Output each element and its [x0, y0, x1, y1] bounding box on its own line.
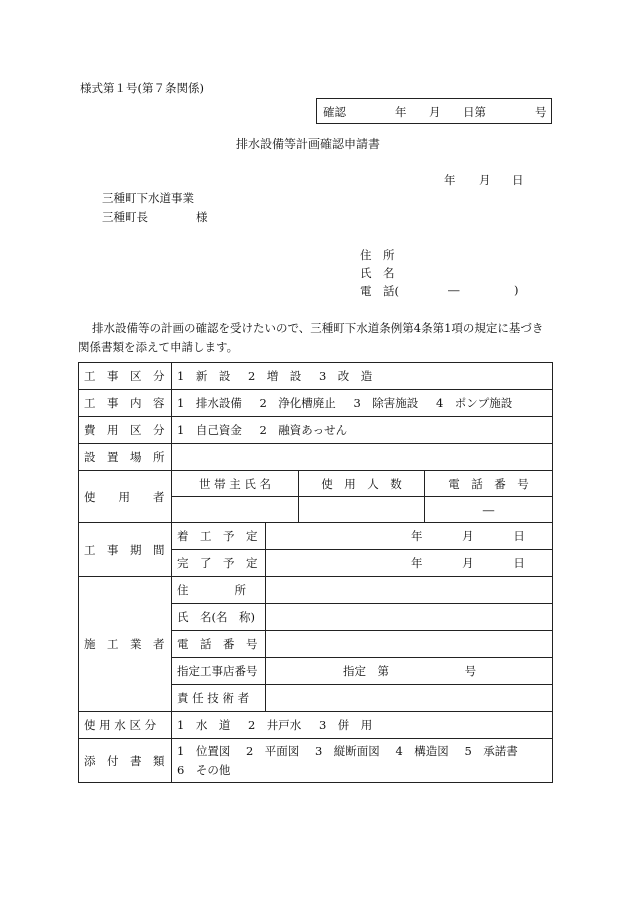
contractor-shop-no-field[interactable]	[266, 658, 553, 685]
user-count-field[interactable]	[299, 497, 425, 523]
contractor-phone-label: 電 話 番 号	[172, 631, 266, 658]
contractor-phone-field[interactable]	[266, 631, 553, 658]
cost-type-option-2: 2 融資あっせん	[259, 423, 348, 437]
applicant-phone-label: 電 話(	[360, 284, 399, 298]
work-content-option-4: 4 ポンプ施設	[435, 396, 513, 410]
attachment-option-1: 1 位置図	[177, 743, 231, 758]
work-content-options	[172, 390, 553, 417]
attachment-option-5: 5 承諾書	[464, 743, 518, 758]
addressee-org: 三種町下水道事業	[102, 191, 194, 205]
water-type-label: 使 用 水 区 分	[79, 712, 172, 739]
user-header-householder: 世 帯 主 氏 名	[172, 471, 299, 497]
date-day: 日	[512, 173, 524, 187]
user-phone-dash: ―	[482, 502, 495, 517]
work-type-options	[172, 363, 553, 390]
row-work-type	[79, 363, 553, 390]
confirm-label: 確認	[323, 105, 346, 119]
date-month: 月	[479, 173, 491, 187]
cost-type-option-1: 1 自己資金	[177, 423, 242, 437]
row-cost-type	[79, 417, 553, 444]
applicant-phone-dash: ―	[448, 283, 460, 297]
period-start-label: 着 工 予 定	[172, 523, 266, 550]
user-householder-field[interactable]	[172, 497, 299, 523]
confirm-month: 月	[429, 105, 441, 119]
row-user-header	[79, 471, 553, 497]
period-end-day: 日	[513, 556, 525, 570]
row-attachments	[79, 739, 553, 783]
shop-no-prefix: 指定 第	[343, 664, 389, 678]
contractor-name-label: 氏 名(名 称)	[172, 604, 266, 631]
user-header-phone: 電 話 番 号	[425, 471, 553, 497]
period-end-month: 月	[462, 556, 474, 570]
contractor-label: 施 工 業 者	[79, 577, 172, 712]
period-start-month: 月	[462, 529, 474, 543]
period-label: 工 事 期 間	[79, 523, 172, 577]
location-label: 設 置 場 所	[79, 444, 172, 471]
period-start-day: 日	[513, 529, 525, 543]
applicant-address-label: 住 所	[360, 248, 395, 262]
contractor-engineer-field[interactable]	[266, 685, 553, 712]
contractor-engineer-label: 責 任 技 術 者	[172, 685, 266, 712]
shop-no-suffix: 号	[464, 664, 477, 678]
period-end-label: 完 了 予 定	[172, 550, 266, 577]
cost-type-label: 費 用 区 分	[79, 417, 172, 444]
work-content-option-1: 1 排水設備	[177, 396, 242, 410]
applicant-name-label: 氏 名	[360, 266, 395, 280]
contractor-name-field[interactable]	[266, 604, 553, 631]
period-end-date[interactable]	[266, 550, 553, 577]
row-water-type	[79, 712, 553, 739]
application-table	[78, 362, 553, 783]
confirmation-box	[316, 98, 552, 124]
page-title: 排水設備等計画確認申請書	[236, 137, 381, 151]
attachments-label: 添 付 書 類	[79, 739, 172, 783]
addressee-honorific: 様	[196, 210, 208, 224]
water-type-option-2: 2 井戸水	[247, 718, 302, 732]
cost-type-options	[172, 417, 553, 444]
water-type-option-3: 3 併 用	[318, 718, 373, 732]
confirm-number: 号	[535, 105, 547, 119]
period-start-date[interactable]	[266, 523, 553, 550]
contractor-address-field[interactable]	[266, 577, 553, 604]
addressee-mayor: 三種町長	[102, 210, 148, 224]
row-period-start	[79, 523, 553, 550]
user-header-count: 使 用 人 数	[299, 471, 425, 497]
form-number: 様式第１号(第７条関係)	[80, 81, 204, 95]
row-work-content	[79, 390, 553, 417]
work-content-option-3: 3 除害施設	[353, 396, 419, 410]
water-type-option-1: 1 水 道	[177, 718, 231, 732]
period-end-year: 年	[411, 556, 423, 570]
confirm-day-no: 日第	[463, 105, 486, 119]
location-value[interactable]	[172, 444, 553, 471]
contractor-address-label: 住 所	[172, 577, 266, 604]
attachment-option-3: 3 縦断面図	[314, 743, 380, 758]
body-text-line2: 関係書類を添えて申請します。	[78, 340, 239, 354]
user-phone-field[interactable]	[425, 497, 553, 523]
attachments-options	[172, 739, 553, 783]
confirm-year: 年	[395, 105, 407, 119]
user-label: 使 用 者	[79, 471, 172, 523]
work-type-option-3: 3 改 造	[318, 369, 373, 383]
period-start-year: 年	[411, 529, 423, 543]
work-content-option-2: 2 浄化槽廃止	[259, 396, 336, 410]
contractor-shop-no-label: 指定工事店番号	[172, 658, 266, 685]
row-location	[79, 444, 553, 471]
attachment-option-2: 2 平面図	[245, 743, 300, 758]
row-contractor-address	[79, 577, 553, 604]
body-text-line1: 排水設備等の計画の確認を受けたいので、三種町下水道条例第4条第1項の規定に基づき	[92, 321, 544, 335]
date-year: 年	[444, 173, 456, 187]
work-content-label: 工 事 内 容	[79, 390, 172, 417]
applicant-phone-close: )	[514, 283, 519, 297]
attachment-option-4: 4 構造図	[395, 743, 449, 758]
attachment-option-6: 6 その他	[177, 762, 231, 777]
work-type-option-1: 1 新 設	[177, 369, 231, 383]
water-type-options	[172, 712, 553, 739]
work-type-option-2: 2 増 設	[247, 369, 302, 383]
work-type-label: 工 事 区 分	[79, 363, 172, 390]
